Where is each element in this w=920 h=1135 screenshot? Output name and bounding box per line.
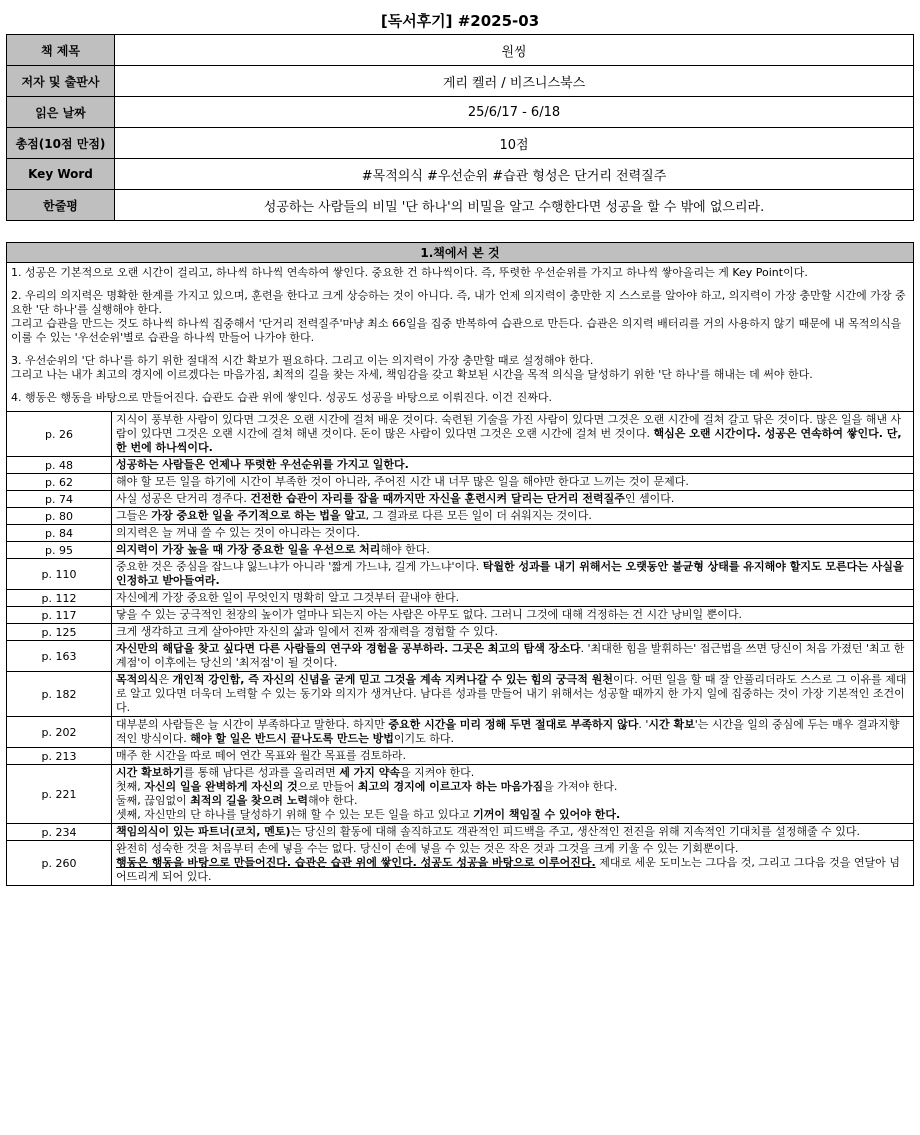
quote-row: [7, 542, 914, 559]
quote-page: p. 182: [7, 672, 112, 717]
book-info-table: [6, 34, 914, 221]
book-title-row: [7, 35, 914, 66]
quote-page: p. 110: [7, 559, 112, 590]
author-value: 게리 켈러 / 비즈니스북스: [115, 66, 914, 97]
quote-text: 의지력이 가장 높을 때 가장 중요한 일을 우선으로 처리해야 한다.: [112, 542, 914, 559]
keyword-value: #목적의식 #우선순위 #습관 형성은 단거리 전력질주: [115, 159, 914, 190]
quote-row: [7, 748, 914, 765]
author-row: [7, 66, 914, 97]
quote-row: [7, 641, 914, 672]
quote-text: 책임의식이 있는 파트너(코치, 멘토)는 당신의 활동에 대해 솔직하고도 객관적인 피드백을 주고, 생산적인 전진을 위해 지속적인 기대치를 설정해줄 수 있다.: [112, 824, 914, 841]
quote-text: 매주 한 시간을 따로 떼어 연간 목표와 월간 목표를 검토하라.: [112, 748, 914, 765]
quote-text: 대부분의 사람들은 늘 시간이 부족하다고 말한다. 하지만 중요한 시간을 미리 정해 두면 절대로 부족하지 않다. '시간 확보'는 시간을 일의 중심에 두는 매우 결과지향적인 방식이다. 해야 할 일은 반드시 끝나도록 만드는 방법이기도 하다.: [112, 717, 914, 748]
quote-row: [7, 824, 914, 841]
quote-page: p. 95: [7, 542, 112, 559]
quote-text: 크게 생각하고 크게 살아야만 자신의 삶과 일에서 진짜 잠재력을 경험할 수 있다.: [112, 624, 914, 641]
quote-text: 지식이 풍부한 사람이 있다면 그것은 오랜 시간에 걸쳐 배운 것이다. 숙련된 기술을 가진 사람이 있다면 그것은 오랜 시간에 걸쳐 갈고 닦은 것이다. 많은 일을 해낸 사람이 있다면 그것은 오랜 시간에 걸쳐 해낸 것이다. 돈이 많은 사람이 있다면 그것은 오랜 시간에 걸쳐 번 것이다. 핵심은 오랜 시간이다. 성공은 연속하여 쌓인다. 단, 한 번에 하나씩이다.: [112, 412, 914, 457]
quote-text: 의지력은 늘 꺼내 쓸 수 있는 것이 아니라는 것이다.: [112, 525, 914, 542]
review-row: [7, 190, 914, 221]
section-heading: 1.책에서 본 것: [7, 243, 914, 263]
quote-page: p. 62: [7, 474, 112, 491]
quote-page: p. 80: [7, 508, 112, 525]
quote-page: p. 125: [7, 624, 112, 641]
quote-text: 자신에게 가장 중요한 일이 무엇인지 명확히 알고 그것부터 끝내야 한다.: [112, 590, 914, 607]
score-label: 총점(10점 만점): [7, 128, 115, 159]
quote-row: [7, 607, 914, 624]
quote-text: 중요한 것은 중심을 잡느냐 잃느냐가 아니라 '짧게 가느냐, 길게 가느냐'이다. 탁월한 성과를 내기 위해서는 오랫동안 불균형 상태를 유지해야 할지도 모른다는 사실을 인정하고 받아들여라.: [112, 559, 914, 590]
score-row: [7, 128, 914, 159]
summary-cell: [7, 263, 914, 412]
quote-row: [7, 672, 914, 717]
quote-row: [7, 765, 914, 824]
quote-text: 완전히 성숙한 것을 처음부터 손에 넣을 수는 없다. 당신이 손에 넣을 수 있는 것은 작은 것과 그것을 크게 키울 수 있는 기회뿐이다. 행동은 행동을 바탕으로 만들어진다. 습관은 습관 위에 쌓인다. 성공도 성공을 바탕으로 이루어진다. 제대로 세운 도미노는 그다음 것, 그리고 그다음 것을 연달아 넘어뜨리게 되어 있다.: [112, 841, 914, 886]
quote-page: p. 163: [7, 641, 112, 672]
quote-row: [7, 559, 914, 590]
quote-text: 그들은 가장 중요한 일을 주기적으로 하는 법을 알고, 그 결과로 다른 모든 일이 더 쉬워지는 것이다.: [112, 508, 914, 525]
quote-text: 닿을 수 있는 궁극적인 천장의 높이가 얼마나 되는지 아는 사람은 아무도 없다. 그러니 그것에 대해 걱정하는 건 시간 낭비일 뿐이다.: [112, 607, 914, 624]
keyword-label: Key Word: [7, 159, 115, 190]
summary-paragraph: 1. 성공은 기본적으로 오랜 시간이 걸리고, 하나씩 하나씩 연속하여 쌓인다. 중요한 건 하나씩이다. 즉, 뚜렷한 우선순위를 가지고 하나씩 쌓아올리는 게 Key Point이다.: [11, 266, 808, 279]
quote-page: p. 74: [7, 491, 112, 508]
keyword-row: [7, 159, 914, 190]
quote-page: p. 221: [7, 765, 112, 824]
quote-row: [7, 717, 914, 748]
quote-text: 사실 성공은 단거리 경주다. 건전한 습관이 자리를 잡을 때까지만 자신을 훈련시켜 달리는 단거리 전력질주인 셈이다.: [112, 491, 914, 508]
quote-text: 성공하는 사람들은 언제나 뚜렷한 우선순위를 가지고 일한다.: [112, 457, 914, 474]
summary-paragraph: 4. 행동은 행동을 바탕으로 만들어진다. 습관도 습관 위에 쌓인다. 성공도 성공을 바탕으로 이뤄진다. 이건 진짜다.: [11, 391, 552, 404]
quote-page: p. 234: [7, 824, 112, 841]
quote-row: [7, 624, 914, 641]
read-date-value: 25/6/17 - 6/18: [115, 97, 914, 128]
quote-page: p. 48: [7, 457, 112, 474]
quote-page: p. 112: [7, 590, 112, 607]
quote-row: [7, 525, 914, 542]
quote-row: [7, 841, 914, 886]
quote-row: [7, 412, 914, 457]
review-label: 한줄평: [7, 190, 115, 221]
quote-page: p. 213: [7, 748, 112, 765]
book-title-label: 책 제목: [7, 35, 115, 66]
quote-text: 목적의식은 개인적 강인함, 즉 자신의 신념을 굳게 믿고 그것을 계속 지켜나갈 수 있는 힘의 궁극적 원천이다. 어떤 일을 할 때 잘 안풀리더라도 스스로 그 이유를 제대로 알고 있다면 더욱더 노력할 수 있는 동기와 의지가 생겨난다. 남다른 성과를 만들어 내기 위해서는 성공할 때까지 한 가지 일에 집중하는 것이 가장 기본적인 조건이다.: [112, 672, 914, 717]
author-label: 저자 및 출판사: [7, 66, 115, 97]
quote-row: [7, 508, 914, 525]
read-date-row: [7, 97, 914, 128]
quote-page: p. 260: [7, 841, 112, 886]
summary-paragraph: 3. 우선순위의 '단 하나'를 하기 위한 절대적 시간 확보가 필요하다. 그리고 이는 의지력이 가장 충만할 때로 설정해야 한다. 그리고 나는 내가 최고의 경지에 이르겠다는 마음가짐, 최적의 길을 찾는 자세, 책임감을 갖고 확보된 시간을 목적 의식을 달성하기 위한 '단 하나'를 해내는 데 써야 한다.: [11, 354, 813, 381]
quote-row: [7, 457, 914, 474]
summary-paragraph: 2. 우리의 의지력은 명확한 한계를 가지고 있으며, 훈련을 한다고 크게 상승하는 것이 아니다. 즉, 내가 언제 의지력이 충만한 지 스스로를 알아야 하고, 의지력이 가장 충만할 시간에 가장 중요한 '단 하나'를 실행해야 한다. 그리고 습관을 만드는 것도 하나씩 하나씩 집중해서 '단거리 전력질주'마냥 최소 66일을 집중 반복하여 습관으로 만든다. 습관은 의지력 배터리를 거의 사용하지 않기 때문에 내 목적의식을 이룰 수 있는 '우선순위'별로 습관을 하나씩 만들어 나가야 한다.: [11, 289, 906, 344]
quote-page: p. 117: [7, 607, 112, 624]
quote-text: 자신만의 해답을 찾고 싶다면 다른 사람들의 연구와 경험을 공부하라. 그곳은 최고의 탐색 장소다. '최대한 힘을 발휘하는' 접근법을 쓰면 당신이 처음 가졌던 '최고 한계점'이 이후에는 당신의 '최저점'이 될 것이다.: [112, 641, 914, 672]
read-date-label: 읽은 날짜: [7, 97, 115, 128]
score-value: 10점: [115, 128, 914, 159]
quote-page: p. 202: [7, 717, 112, 748]
quote-text: 해야 할 모든 일을 하기에 시간이 부족한 것이 아니라, 주어진 시간 내 너무 많은 일을 해야만 한다고 느끼는 것이 문제다.: [112, 474, 914, 491]
review-value: 성공하는 사람들의 비밀 '단 하나'의 비밀을 알고 수행한다면 성공을 할 수 밖에 없으리라.: [115, 190, 914, 221]
quote-row: [7, 590, 914, 607]
book-title-value: 원씽: [115, 35, 914, 66]
section-table: [6, 242, 914, 886]
quote-text: 시간 확보하기를 통해 남다른 성과를 올리려면 세 가지 약속을 지켜야 한다. 첫째, 자신의 일을 완벽하게 자신의 것으로 만들어 최고의 경지에 이르고자 하는 마음가짐을 가져야 한다. 둘째, 끊임없이 최적의 길을 찾으려 노력해야 한다. 셋째, 자신만의 단 하나를 달성하기 위해 할 수 있는 모든 일을 하고 있다고 기꺼이 책임질 수 있어야 한다.: [112, 765, 914, 824]
quote-page: p. 84: [7, 525, 112, 542]
quote-row: [7, 474, 914, 491]
quote-page: p. 26: [7, 412, 112, 457]
page-title: [독서후기] #2025-03: [380, 12, 540, 30]
quote-row: [7, 491, 914, 508]
